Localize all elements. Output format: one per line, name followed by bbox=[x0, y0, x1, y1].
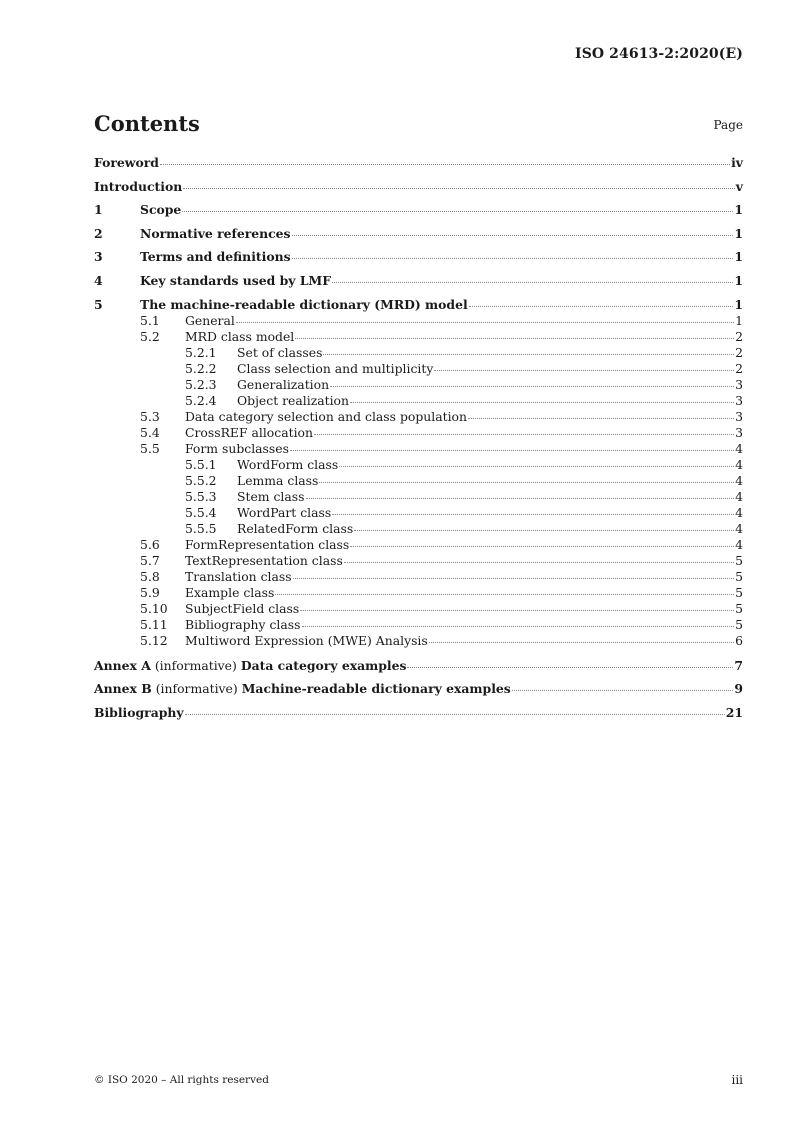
toc-entry-title: WordForm class bbox=[237, 456, 339, 472]
toc-entry-number: 5.3 bbox=[140, 408, 160, 424]
toc-entry[interactable] bbox=[94, 313, 743, 328]
dot-leader bbox=[323, 354, 734, 355]
toc-entry-page: 4 bbox=[735, 440, 743, 456]
dot-leader bbox=[160, 164, 730, 165]
toc-entry[interactable] bbox=[94, 273, 743, 288]
dot-leader bbox=[292, 235, 734, 236]
toc-entry-number: 5.7 bbox=[140, 552, 160, 568]
toc-entry-number: 1 bbox=[94, 202, 103, 218]
toc-entry[interactable] bbox=[94, 179, 743, 194]
toc-entry-title: RelatedForm class bbox=[237, 520, 354, 536]
dot-leader bbox=[407, 667, 733, 668]
toc-entry-number: 5.8 bbox=[140, 568, 160, 584]
toc-entry-number: 5.6 bbox=[140, 536, 160, 552]
dot-leader bbox=[344, 562, 734, 563]
toc-entry[interactable] bbox=[94, 633, 743, 648]
toc-entry-number: 5.2.2 bbox=[185, 360, 217, 376]
toc-entry[interactable] bbox=[94, 505, 743, 520]
toc-entry-title: CrossREF allocation bbox=[185, 424, 313, 440]
dot-leader bbox=[293, 578, 735, 579]
dot-leader bbox=[332, 282, 733, 283]
toc-entry[interactable] bbox=[94, 226, 743, 241]
toc-entry[interactable] bbox=[94, 705, 743, 720]
toc-entry-page: 5 bbox=[735, 616, 743, 632]
toc-entry-title: SubjectField class bbox=[185, 600, 300, 616]
toc-entry-title: Class selection and multiplicity bbox=[237, 360, 434, 376]
toc-entry-number: 5.2.1 bbox=[185, 344, 217, 360]
toc-entry-page: 5 bbox=[735, 568, 743, 584]
toc-entry-page: 3 bbox=[735, 424, 743, 440]
toc-entry-title: Object realization bbox=[237, 392, 349, 408]
toc-entry-number: 5.5.5 bbox=[185, 520, 217, 536]
toc-entry[interactable] bbox=[94, 601, 743, 616]
toc-entry-title: Multiword Expression (MWE) Analysis bbox=[185, 632, 428, 648]
dot-leader bbox=[339, 466, 734, 467]
dot-leader bbox=[350, 402, 734, 403]
toc-entry-number: 5.5.1 bbox=[185, 456, 217, 472]
toc-entry-page: 4 bbox=[735, 456, 743, 472]
toc-entry-title: Data category examples bbox=[240, 657, 407, 673]
toc-entry-number: 5.11 bbox=[140, 616, 168, 632]
toc-entry-number: 5.2.4 bbox=[185, 392, 217, 408]
toc-entry-title: Translation class bbox=[185, 568, 292, 584]
dot-leader bbox=[292, 258, 734, 259]
toc-entry-page: 2 bbox=[735, 360, 743, 376]
dot-leader bbox=[290, 450, 734, 451]
toc-entry-number: 5.5.3 bbox=[185, 488, 217, 504]
toc-entry-title: Form subclasses bbox=[185, 440, 289, 456]
toc-entry-page: 6 bbox=[735, 632, 743, 648]
toc-entry-title: Terms and definitions bbox=[140, 249, 291, 265]
toc-entry-number: Annex B bbox=[94, 681, 152, 697]
toc-entry-number: 5.1 bbox=[140, 312, 160, 328]
toc-entry-page: 4 bbox=[735, 504, 743, 520]
toc-entry-page: 7 bbox=[734, 657, 743, 673]
toc-entry-page: 3 bbox=[735, 408, 743, 424]
toc-entry-page: 4 bbox=[735, 488, 743, 504]
dot-leader bbox=[429, 642, 734, 643]
toc-entry[interactable] bbox=[94, 393, 743, 408]
toc-entry-page: 5 bbox=[735, 552, 743, 568]
toc-entry-note: (informative) bbox=[154, 657, 237, 673]
toc-entry-title: Normative references bbox=[140, 225, 291, 241]
dot-leader bbox=[300, 610, 734, 611]
toc-entry[interactable] bbox=[94, 297, 743, 312]
dot-leader bbox=[182, 211, 733, 212]
toc-entry-title: MRD class model bbox=[185, 328, 295, 344]
dot-leader bbox=[330, 386, 734, 387]
dot-leader bbox=[295, 338, 734, 339]
toc-entry-page: 1 bbox=[734, 249, 743, 265]
toc-entry[interactable] bbox=[94, 473, 743, 488]
toc-entry-number: 5.10 bbox=[140, 600, 168, 616]
dot-leader bbox=[512, 690, 734, 691]
footer-copyright: © ISO 2020 – All rights reserved bbox=[94, 1074, 269, 1086]
toc-entry[interactable] bbox=[94, 521, 743, 536]
toc-entry-number: 5.2.3 bbox=[185, 376, 217, 392]
toc-entry-page: iv bbox=[731, 155, 743, 170]
toc-entry-page: 1 bbox=[734, 225, 743, 241]
toc-entry[interactable] bbox=[94, 553, 743, 568]
toc-entry-number: Annex A bbox=[94, 657, 151, 673]
toc-entry[interactable] bbox=[94, 377, 743, 392]
toc-entry-title: Introduction bbox=[94, 178, 183, 194]
dot-leader bbox=[302, 626, 735, 627]
toc-entry-title: Foreword bbox=[94, 155, 159, 170]
toc-entry[interactable] bbox=[94, 409, 743, 424]
toc-entry[interactable] bbox=[94, 441, 743, 456]
toc-entry-title: Generalization bbox=[237, 376, 330, 392]
toc-entry-title: Set of classes bbox=[237, 344, 323, 360]
dot-leader bbox=[434, 370, 734, 371]
dot-leader bbox=[306, 498, 735, 499]
dot-leader bbox=[275, 594, 734, 595]
document-id: ISO 24613-2:2020(E) bbox=[575, 46, 743, 62]
toc-entry-page: 1 bbox=[734, 296, 743, 312]
toc-entry-number: 2 bbox=[94, 225, 103, 241]
toc-entry[interactable] bbox=[94, 249, 743, 264]
toc-entry-number: 5.12 bbox=[140, 632, 168, 648]
dot-leader bbox=[468, 418, 734, 419]
toc-entry-number: 3 bbox=[94, 249, 103, 265]
toc-entry-page: 4 bbox=[735, 520, 743, 536]
dot-leader bbox=[185, 714, 725, 715]
toc-entry-page: 21 bbox=[725, 704, 743, 720]
toc-entry[interactable] bbox=[94, 345, 743, 360]
toc-entry-title: TextRepresentation class bbox=[185, 552, 343, 568]
toc-entry-page: 1 bbox=[735, 312, 743, 328]
toc-entry-title: Example class bbox=[185, 584, 275, 600]
toc-entry[interactable] bbox=[94, 658, 743, 673]
toc-entry[interactable] bbox=[94, 585, 743, 600]
toc-entry-page: 9 bbox=[734, 681, 743, 697]
toc-entry-number: 5.5.2 bbox=[185, 472, 217, 488]
toc-entry-title: The machine-readable dictionary (MRD) model bbox=[140, 296, 468, 312]
dot-leader bbox=[183, 188, 735, 189]
toc-entry[interactable] bbox=[94, 425, 743, 440]
dot-leader bbox=[469, 306, 734, 307]
toc-entry-number: 5.4 bbox=[140, 424, 160, 440]
dot-leader bbox=[236, 322, 734, 323]
dot-leader bbox=[354, 530, 734, 531]
toc-entry-number: 5 bbox=[94, 296, 103, 312]
toc-entry[interactable] bbox=[94, 457, 743, 472]
toc-entry-title: Lemma class bbox=[237, 472, 319, 488]
toc-entry-title: Key standards used by LMF bbox=[140, 273, 332, 288]
toc-entry[interactable] bbox=[94, 329, 743, 344]
toc-entry-title: General bbox=[185, 312, 235, 328]
toc-entry-page: 3 bbox=[735, 376, 743, 392]
toc-entry-title: Stem class bbox=[237, 488, 305, 504]
page-column-label: Page bbox=[713, 118, 743, 132]
toc-entry[interactable] bbox=[94, 569, 743, 584]
toc-entry-title: Machine-readable dictionary examples bbox=[241, 681, 511, 697]
footer-page-number: iii bbox=[731, 1073, 743, 1087]
toc-entry-page: v bbox=[735, 178, 743, 194]
toc-entry-number: 5.9 bbox=[140, 584, 160, 600]
dot-leader bbox=[332, 514, 734, 515]
toc-entry[interactable] bbox=[94, 155, 743, 170]
toc-entry[interactable] bbox=[94, 361, 743, 376]
toc-entry-number: 4 bbox=[94, 273, 103, 288]
dot-leader bbox=[314, 434, 734, 435]
toc-entry-title: Bibliography bbox=[94, 704, 184, 720]
toc-entry-page: 4 bbox=[735, 472, 743, 488]
toc-entry-page: 1 bbox=[734, 273, 743, 288]
toc-entry-title: WordPart class bbox=[237, 504, 332, 520]
toc-entry-page: 1 bbox=[734, 202, 743, 218]
toc-entry-number: 5.5 bbox=[140, 440, 160, 456]
toc-entry-title: Scope bbox=[140, 202, 182, 218]
toc-entry[interactable] bbox=[94, 537, 743, 552]
dot-leader bbox=[350, 546, 734, 547]
toc-entry[interactable] bbox=[94, 617, 743, 632]
toc-entry-page: 2 bbox=[735, 344, 743, 360]
toc-entry-note: (informative) bbox=[155, 681, 238, 697]
dot-leader bbox=[319, 482, 734, 483]
toc-entry[interactable] bbox=[94, 681, 743, 696]
toc-entry-page: 2 bbox=[735, 328, 743, 344]
toc-entry-number: 5.5.4 bbox=[185, 504, 217, 520]
toc-entry[interactable] bbox=[94, 202, 743, 217]
page-title: Contents bbox=[94, 111, 200, 136]
toc-entry-number: 5.2 bbox=[140, 328, 160, 344]
toc-entry-page: 5 bbox=[735, 600, 743, 616]
toc-entry-page: 5 bbox=[735, 584, 743, 600]
toc-entry-page: 4 bbox=[735, 536, 743, 552]
toc-entry-title: FormRepresentation class bbox=[185, 536, 350, 552]
toc-entry-title: Bibliography class bbox=[185, 616, 301, 632]
toc-entry-title: Data category selection and class population bbox=[185, 408, 467, 424]
toc-entry-page: 3 bbox=[735, 392, 743, 408]
toc-entry[interactable] bbox=[94, 489, 743, 504]
